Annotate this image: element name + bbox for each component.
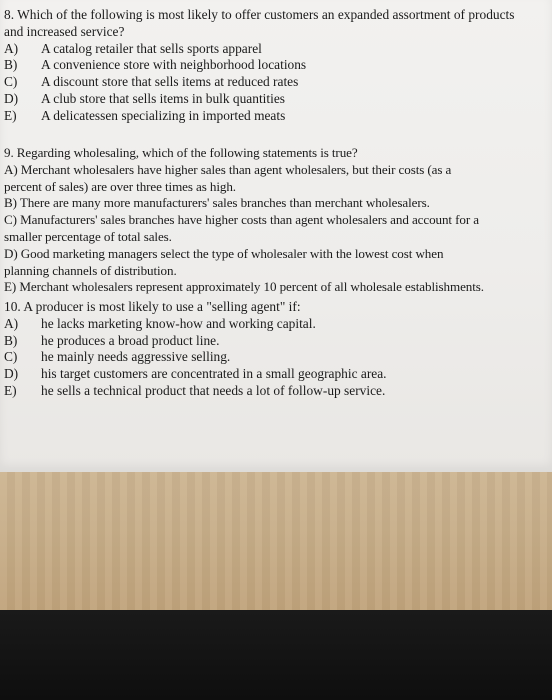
question-8-option-d bbox=[4, 91, 514, 108]
question-9-option-c-line-2: smaller percentage of total sales. bbox=[4, 228, 172, 244]
question-10-option-b bbox=[4, 333, 387, 350]
question-9-stem: 9. Regarding wholesaling, which of the following statements is true? bbox=[4, 145, 358, 160]
option-text: his target customers are concentrated in a small geographic area. bbox=[41, 366, 387, 382]
question-10-option-c bbox=[4, 349, 387, 366]
question-9-option-a-line-2: percent of sales) are over three times as high. bbox=[4, 178, 236, 194]
question-10-stem: 10. A producer is most likely to use a "selling agent" if: bbox=[4, 299, 301, 314]
question-9-option-e: E) Merchant wholesalers represent approximately 10 percent of all wholesale establishments. bbox=[4, 279, 484, 295]
question-8-option-a bbox=[4, 41, 514, 58]
question-9-option-d-line-1: D) Good marketing managers select the type of wholesaler with the lowest cost when bbox=[4, 245, 444, 261]
option-letter: C) bbox=[4, 74, 18, 90]
option-text: A discount store that sells items at reduced rates bbox=[41, 74, 299, 90]
option-text: A catalog retailer that sells sports apparel bbox=[41, 40, 262, 56]
question-8-option-b bbox=[4, 57, 514, 74]
option-text: A delicatessen specializing in imported meats bbox=[41, 107, 286, 123]
question-10-option-e bbox=[4, 383, 387, 400]
option-text: he sells a technical product that needs a lot of follow-up service. bbox=[41, 382, 386, 398]
question-9-option-b: B) There are many more manufacturers' sales branches than merchant wholesalers. bbox=[4, 195, 430, 211]
wooden-desk-surface bbox=[0, 472, 552, 610]
option-text: A club store that sells items in bulk quantities bbox=[41, 90, 285, 106]
question-10-option-d bbox=[4, 366, 387, 383]
option-letter: E) bbox=[4, 107, 17, 123]
question-9-option-c-line-1: C) Manufacturers' sales branches have higher costs than agent wholesalers and account for a bbox=[4, 212, 479, 228]
option-letter: B) bbox=[4, 57, 18, 73]
question-9-option-d-line-2: planning channels of distribution. bbox=[4, 262, 177, 278]
question-8 bbox=[4, 7, 514, 125]
option-text: he produces a broad product line. bbox=[41, 332, 220, 348]
option-text: A convenience store with neighborhood locations bbox=[41, 57, 307, 73]
question-8-line-2: and increased service? bbox=[4, 23, 125, 39]
option-text: he lacks marketing know-how and working capital. bbox=[41, 315, 316, 331]
option-letter: E) bbox=[4, 382, 17, 398]
option-letter: D) bbox=[4, 366, 19, 382]
question-8-line-1: 8. Which of the following is most likely to offer customers an expanded assortment of products bbox=[4, 7, 515, 22]
question-8-option-c bbox=[4, 74, 514, 91]
question-10-option-a bbox=[4, 316, 387, 333]
option-letter: D) bbox=[4, 90, 19, 106]
option-letter: A) bbox=[4, 315, 19, 331]
option-text: he mainly needs aggressive selling. bbox=[41, 349, 231, 365]
dark-floor-area bbox=[0, 610, 552, 700]
question-9 bbox=[4, 145, 484, 296]
question-10 bbox=[4, 299, 387, 400]
question-9-option-a-line-1: A) Merchant wholesalers have higher sales than agent wholesalers, but their costs (as a bbox=[4, 161, 452, 177]
question-8-option-e bbox=[4, 108, 514, 125]
option-letter: C) bbox=[4, 349, 18, 365]
option-letter: B) bbox=[4, 332, 18, 348]
option-letter: A) bbox=[4, 40, 19, 56]
